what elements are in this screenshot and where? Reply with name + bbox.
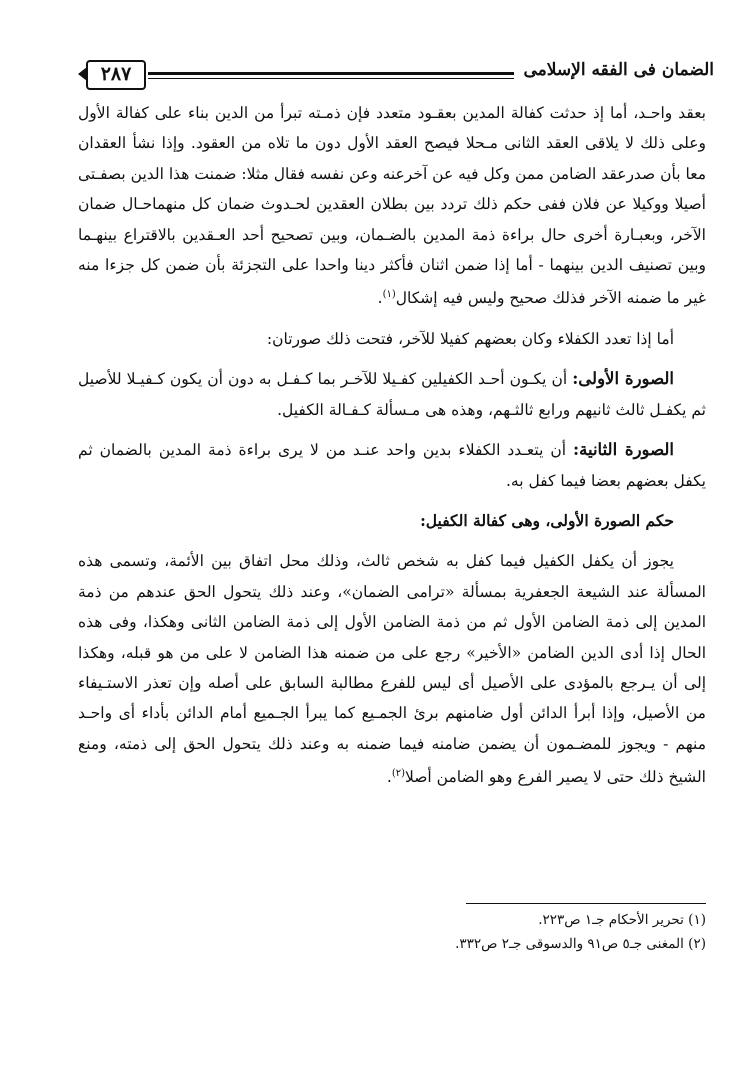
footnotes <box>306 908 706 956</box>
paragraph-first-case <box>78 364 706 425</box>
footnote-2: (٢) المغنى جـ٥ ص٩١ والدسوقى جـ٢ ص٣٣٢. <box>455 936 706 952</box>
header-rule-thick <box>148 72 514 75</box>
running-title: الضمان فى الفقه الإسلامى <box>523 60 714 80</box>
second-case-label: الصورة الثانية: <box>573 440 674 460</box>
paragraph-second-case <box>78 435 706 496</box>
first-case-text: أن يكـون أحـد الكفيلين كفـيلا للآخـر بما كـفـل به دون أن يكون كـفيـلا للأصيل ثم يكفـل ثالث ثانيهم ورابع ثالثـهم، وهذه هى مـسألة كـفـالة الكفيل. <box>78 370 706 419</box>
main-text <box>78 98 706 793</box>
paragraph-1-text: بعقد واحـد، أما إذ حدثت كفالة المدين بعقـود متعدد فإن ذمـته تبرأ من الدين بناء على كفالة الأول وعلى ذلك لا يلاقى العقد الثانى مـحلا فيصح العقد الأول دون ما تلاه من العقود. وإذا نشأ العقدان معا بأن صدرعقد الضامن ممن وكل فيه عن آخرعنه وعن نفسه فقال مثلا: ضمنت هذا الدين بصفـتى أصيلا ووكيلا عن فلان ففى حكم ذلك تردد بين بطلان العقدين لحـدوث ضمان كل منهماحـال ضمان الآخر، وبعبـارة أخرى حال براءة ذمة المدين بالضـمان، وبين تصحيح أحد العـقدين بالاقتراع بينهـما وبين تصنيف الدين بينهما - أما إذا ضمن اثنان فأكثر دينا واحدا على التجزئة بأن ضمن كل جزءا منه غير ما ضمنه الآخر فذلك صحيح وليس فيه إشكال <box>78 104 706 308</box>
second-case-text: أن يتعـدد الكفلاء بدين واحد عنـد من لا يرى براءة ذمة المدين بالضمان ثم يكفل بعضهم بعضا فيما كفل به. <box>78 441 706 490</box>
page-number: ٢٨٧ <box>86 60 146 90</box>
paragraph-2: أما إذا تعدد الكفلاء وكان بعضهم كفيلا للآخر، فتحت ذلك صورتان: <box>266 330 674 348</box>
section-heading: حكم الصورة الأولى، وهى كفالة الكفيل: <box>420 511 674 531</box>
page-header <box>78 54 714 94</box>
footnote-ref-1: (١) <box>382 289 396 301</box>
header-rule-thin <box>148 78 514 79</box>
paragraph-5: يجوز أن يكفل الكفيل فيما كفل به شخص ثالث، وذلك محل اتفاق بين الأئمة، وتسمى هذه المسألة عند الشيعة الجعفرية بمسألة «ترامى الضمان»، وعند ذلك يتحول الحق عندهم من ذمة المدين إلى ذمة الضامن الأول ثم من ذمة الضامن الأول إلى ذمة الضامن الثانى وهكذا، وفى هذه الحال إذا أدى الدين الضامن «الأخير» رجع على من ضمنه هذا الضامن لا على من هو قبله، وهكذا إلى أن يـرجع بالمؤدى على الأصيل أى ليس للفرع مطالبة السابق على أصله وإن تعذر الاستـيفاء من الأصيل، وإذا أبرأ الدائن أول ضامنهم برئ الجمـيع كما يبرأ الجـميع أمام الدائن بأداء أى واحـد منهم - ويجوز للمضـمون أن يضمن ضامنه فيما ضمنه به وعند ذلك يتحول الحق إلى ذمته، ومنع الشيخ ذلك حتى لا يصير الفرع وهو الضامن أصلا$^{(٢)}$. <box>78 552 706 787</box>
footnote-1: (١) تحرير الأحكام جـ١ ص٢٢٣. <box>538 912 706 928</box>
first-case-label: الصورة الأولى: <box>572 369 674 389</box>
footnote-separator <box>466 903 706 904</box>
footnote-ref-2: (٢) <box>391 768 405 780</box>
paragraph-5-text: يجوز أن يكفل الكفيل فيما كفل به شخص ثالث، وذلك محل اتفاق بين الأئمة، وتسمى هذه المسألة عند الشيعة الجعفرية بمسألة «ترامى الضمان»، وعند ذلك يتحول الحق عندهم من ذمة المدين إلى ذمة الضامن الأول ثم من ذمة الضامن الأول إلى ذمة الضامن الثانى وهكذا، وفى هذه الحال إذا أدى الدين الضامن «الأخير» رجع على من ضمنه هذا الضامن لا على من هو قبله، وهكذا إلى أن يـرجع بالمؤدى على الأصيل أى ليس للفرع مطالبة السابق على أصله وإن تعذر الاستـيفاء من الأصيل، وإذا أبرأ الدائن أول ضامنهم برئ الجمـيع كما يبرأ الجـميع أمام الدائن بأداء أى واحـد منهم - ويجوز للمضـمون أن يضمن ضامنه فيما ضمنه به وعند ذلك يتحول الحق إلى ذمته، ومنع الشيخ ذلك حتى لا يصير الفرع وهو الضامن أصلا <box>78 552 706 787</box>
paragraph-1: بعقد واحـد، أما إذ حدثت كفالة المدين بعقـود متعدد فإن ذمـته تبرأ من الدين بناء على كفالة الأول وعلى ذلك لا يلاقى العقد الثانى مـحلا فيصح العقد الأول دون ما تلاه من العقود. وإذا نشأ العقدان معا بأن صدرعقد الضامن ممن وكل فيه عن آخرعنه وعن نفسه فقال مثلا: ضمنت هذا الدين بصفـتى أصيلا ووكيلا عن فلان ففى حكم ذلك تردد بين بطلان العقدين لحـدوث ضمان كل منهماحـال ضمان الآخر، وبعبـارة أخرى حال براءة ذمة المدين بالضـمان، وبين تصحيح أحد العـقدين بالاقتراع بينهـما وبين تصنيف الدين بينهما - أما إذا ضمن اثنان فأكثر دينا واحدا على التجزئة بأن ضمن كل جزءا منه غير ما ضمنه الآخر فذلك صحيح وليس فيه إشكال$^{(١)}$. <box>78 104 706 308</box>
